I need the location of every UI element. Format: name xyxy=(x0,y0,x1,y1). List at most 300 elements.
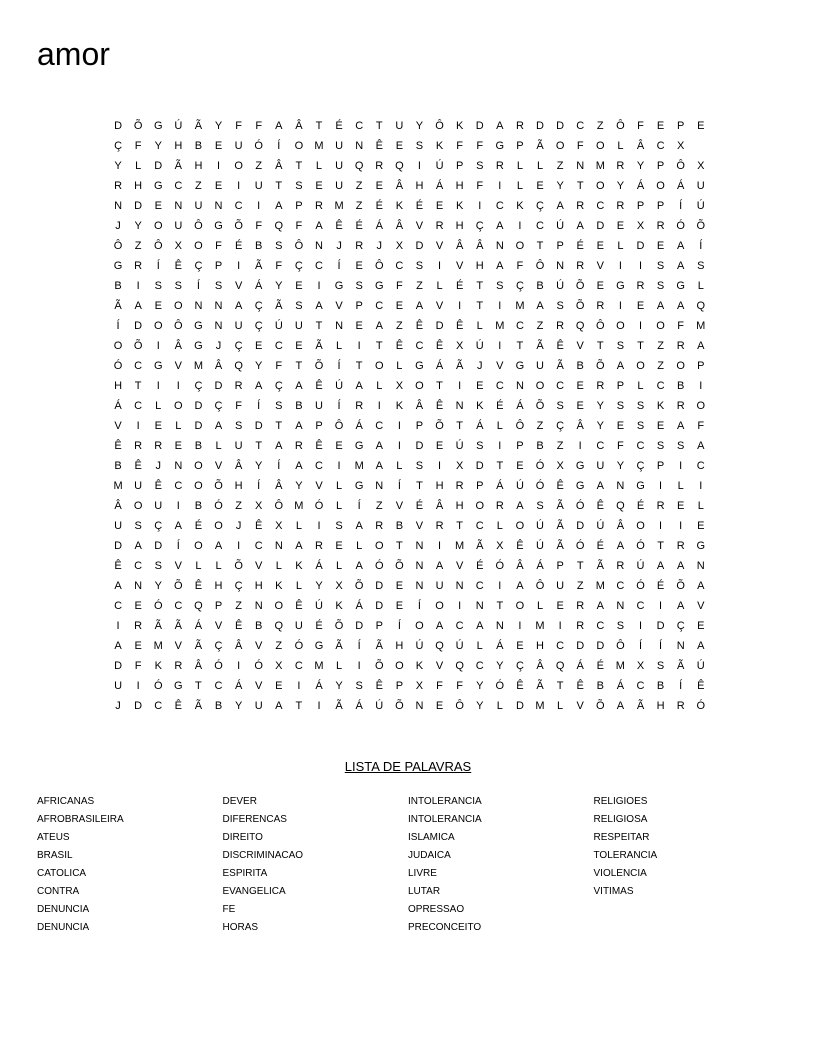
grid-cell: A xyxy=(234,300,243,312)
grid-cell: Ã xyxy=(556,360,564,372)
grid-cell: C xyxy=(154,700,163,712)
grid-cell: X xyxy=(255,500,263,512)
grid-cell: H xyxy=(435,480,444,492)
grid-cell: Ç xyxy=(475,220,484,232)
grid-cell: C xyxy=(415,340,424,352)
grid-cell: T xyxy=(195,680,202,692)
grid-cell: F xyxy=(436,680,443,692)
grid-cell: O xyxy=(194,540,203,552)
grid-cell: Ã xyxy=(174,620,182,632)
grid-cell: D xyxy=(114,120,123,132)
grid-cell: H xyxy=(214,580,223,592)
grid-cell: I xyxy=(317,520,321,532)
grid-cell: C xyxy=(375,420,384,432)
grid-cell: L xyxy=(496,420,503,432)
grid-cell: Õ xyxy=(575,280,585,292)
grid-cell: L xyxy=(376,380,383,392)
grid-cell: A xyxy=(415,300,424,312)
grid-cell: Â xyxy=(435,500,444,512)
grid-row xyxy=(108,136,711,156)
grid-cell: Ú xyxy=(475,340,484,352)
word-list-item: DIFERENCAS xyxy=(222,814,287,825)
grid-cell: I xyxy=(156,380,160,392)
grid-cell: K xyxy=(455,120,464,132)
grid-cell: A xyxy=(174,520,182,532)
grid-row xyxy=(108,296,711,316)
word-list-item: VITIMAS xyxy=(593,886,634,897)
grid-cell: D xyxy=(134,320,143,332)
grid-cell: N xyxy=(375,480,384,492)
grid-cell: P xyxy=(476,480,484,492)
grid-cell: H xyxy=(254,580,263,592)
grid-cell: J xyxy=(115,700,121,712)
grid-cell: Ô xyxy=(334,420,344,432)
grid-cell: Õ xyxy=(395,700,404,712)
grid-cell: O xyxy=(174,300,183,312)
grid-cell: O xyxy=(596,180,605,192)
grid-cell: C xyxy=(556,640,565,652)
grid-cell: R xyxy=(134,260,143,272)
grid-cell: S xyxy=(677,440,685,452)
grid-cell: A xyxy=(596,480,604,492)
grid-cell: Ê xyxy=(335,220,343,232)
grid-cell: R xyxy=(154,440,163,452)
grid-cell: E xyxy=(435,440,444,452)
grid-cell: E xyxy=(636,300,645,312)
grid-cell: Ã xyxy=(375,640,383,652)
grid-cell: A xyxy=(375,460,383,472)
word-list-item: INTOLERANCIA xyxy=(408,814,482,825)
grid-cell: Ê xyxy=(596,500,604,512)
grid-cell: Õ xyxy=(596,700,605,712)
grid-row xyxy=(108,556,711,576)
grid-cell: E xyxy=(395,140,404,152)
grid-cell: R xyxy=(355,240,364,252)
word-list-item: LUTAR xyxy=(408,886,441,897)
grid-cell: E xyxy=(435,200,444,212)
grid-cell: Z xyxy=(134,240,142,252)
grid-cell: S xyxy=(154,280,162,292)
grid-cell: C xyxy=(495,200,504,212)
grid-cell: P xyxy=(556,240,564,252)
grid-cell: V xyxy=(234,280,243,292)
grid-cell: Ó xyxy=(214,660,223,672)
letter-grid xyxy=(108,116,711,716)
grid-cell: E xyxy=(395,580,404,592)
grid-cell: Ú xyxy=(315,600,323,612)
grid-cell: Y xyxy=(295,480,303,492)
grid-cell: É xyxy=(375,200,383,212)
word-list-item: DIREITO xyxy=(222,832,263,843)
grid-cell: F xyxy=(637,120,644,132)
grid-cell: Á xyxy=(516,400,524,412)
grid-cell: L xyxy=(356,540,363,552)
grid-cell: D xyxy=(576,640,585,652)
grid-cell: R xyxy=(134,440,143,452)
grid-cell: A xyxy=(677,240,685,252)
grid-cell: E xyxy=(697,620,705,632)
grid-cell: Ó xyxy=(696,700,706,712)
grid-cell: O xyxy=(616,320,625,332)
grid-cell: S xyxy=(355,680,363,692)
grid-cell: G xyxy=(374,280,384,292)
grid-cell: Â xyxy=(616,520,625,532)
grid-cell: Q xyxy=(354,160,364,172)
grid-cell: Á xyxy=(496,640,504,652)
grid-cell: R xyxy=(375,160,384,172)
grid-cell: V xyxy=(114,420,122,432)
grid-cell: L xyxy=(697,280,704,292)
grid-cell: A xyxy=(214,540,223,552)
grid-cell: A xyxy=(275,440,283,452)
grid-cell: I xyxy=(699,380,703,392)
grid-cell: D xyxy=(556,120,565,132)
grid-cell: K xyxy=(275,580,283,592)
grid-cell: R xyxy=(596,380,605,392)
grid-cell: Í xyxy=(357,640,361,652)
grid-cell: É xyxy=(596,660,604,672)
grid-cell: T xyxy=(637,340,644,352)
grid-cell: Ç xyxy=(114,140,123,152)
grid-cell: Y xyxy=(616,180,625,192)
grid-cell: R xyxy=(174,660,183,672)
grid-cell: Ú xyxy=(596,520,605,532)
grid-cell: F xyxy=(456,680,463,692)
grid-cell: Í xyxy=(337,360,341,372)
grid-cell: N xyxy=(495,240,504,252)
grid-row xyxy=(108,596,711,616)
grid-cell: Ô xyxy=(174,320,183,332)
word-list-column xyxy=(408,793,594,937)
grid-cell: M xyxy=(595,580,605,592)
grid-cell: V xyxy=(395,500,404,512)
grid-cell: É xyxy=(415,200,424,212)
grid-cell: V xyxy=(415,520,424,532)
grid-cell: S xyxy=(295,300,303,312)
grid-cell: S xyxy=(275,240,283,252)
grid-cell: P xyxy=(636,200,645,212)
grid-cell: Ê xyxy=(576,680,584,692)
grid-cell: M xyxy=(294,500,304,512)
grid-cell: U xyxy=(335,180,344,192)
grid-cell: Ú xyxy=(536,520,544,532)
grid-cell: Z xyxy=(536,320,544,332)
grid-cell: C xyxy=(315,460,323,472)
grid-cell: T xyxy=(315,320,323,332)
grid-cell: E xyxy=(154,420,162,432)
grid-cell: Ô xyxy=(113,240,123,252)
grid-cell: F xyxy=(255,120,263,132)
grid-cell: N xyxy=(174,200,183,212)
grid-cell: Í xyxy=(397,480,401,492)
grid-cell: T xyxy=(295,160,303,172)
grid-cell: U xyxy=(234,320,243,332)
grid-cell: Ô xyxy=(153,240,163,252)
grid-cell: C xyxy=(375,300,384,312)
grid-cell: L xyxy=(617,240,624,252)
grid-cell: Â xyxy=(295,120,303,132)
grid-row xyxy=(108,656,711,676)
grid-cell: P xyxy=(677,120,685,132)
grid-cell: Á xyxy=(315,680,323,692)
grid-cell: C xyxy=(656,380,665,392)
grid-cell: Ç xyxy=(515,280,524,292)
grid-cell: I xyxy=(237,540,241,552)
grid-cell: A xyxy=(295,380,303,392)
grid-cell: Ú xyxy=(696,200,705,212)
grid-cell: L xyxy=(336,660,343,672)
grid-cell: I xyxy=(136,680,140,692)
grid-cell: S xyxy=(496,280,504,292)
grid-cell: A xyxy=(315,220,323,232)
grid-cell: E xyxy=(395,300,404,312)
grid-cell: Ã xyxy=(455,360,464,372)
grid-cell: B xyxy=(114,460,122,472)
grid-cell: O xyxy=(636,360,645,372)
grid-cell: A xyxy=(295,460,303,472)
grid-cell: H xyxy=(395,640,404,652)
grid-cell: O xyxy=(294,140,304,152)
grid-cell: E xyxy=(435,700,444,712)
grid-cell: C xyxy=(174,600,183,612)
grid-cell: C xyxy=(254,540,263,552)
grid-cell: A xyxy=(697,340,705,352)
grid-cell: O xyxy=(555,140,565,152)
grid-cell: Ó xyxy=(113,360,123,372)
grid-cell: T xyxy=(596,340,604,352)
grid-cell: S xyxy=(556,300,564,312)
grid-row xyxy=(108,236,711,256)
grid-cell: Ú xyxy=(536,540,544,552)
grid-cell: L xyxy=(536,160,544,172)
grid-cell: B xyxy=(295,400,303,412)
grid-cell: Ó xyxy=(535,480,545,492)
grid-cell: Õ xyxy=(234,560,243,572)
grid-cell: T xyxy=(315,120,323,132)
grid-cell: Y xyxy=(255,360,263,372)
grid-cell: É xyxy=(415,500,424,512)
grid-cell: Y xyxy=(636,160,645,172)
grid-cell: Ó xyxy=(636,540,645,552)
grid-cell: T xyxy=(516,340,524,352)
grid-cell: Ê xyxy=(174,700,182,712)
grid-cell: C xyxy=(214,680,223,692)
grid-cell: Ã xyxy=(315,340,323,352)
grid-cell: X xyxy=(415,680,424,692)
grid-cell: Ô xyxy=(274,500,284,512)
grid-cell: Z xyxy=(195,180,202,192)
grid-cell: Ú xyxy=(435,160,444,172)
grid-cell: O xyxy=(676,360,685,372)
grid-cell: Ã xyxy=(275,300,283,312)
grid-cell: F xyxy=(697,420,705,432)
grid-cell: I xyxy=(216,160,221,172)
grid-cell: Ç xyxy=(154,520,163,532)
grid-cell: G xyxy=(354,480,364,492)
word-list-item: CONTRA xyxy=(37,886,80,897)
grid-cell: Ã xyxy=(677,660,685,672)
grid-cell: U xyxy=(234,140,243,152)
grid-row xyxy=(108,196,711,216)
grid-cell: Ç xyxy=(234,580,243,592)
grid-cell: U xyxy=(254,180,263,192)
grid-cell: H xyxy=(174,140,183,152)
grid-cell: Ú xyxy=(455,640,464,652)
grid-cell: Ó xyxy=(314,500,324,512)
grid-cell: I xyxy=(317,280,321,292)
grid-row xyxy=(108,276,711,296)
grid-cell: A xyxy=(596,600,604,612)
grid-cell: Z xyxy=(355,200,363,212)
grid-cell: Z xyxy=(596,120,604,132)
grid-cell: Í xyxy=(277,460,281,472)
grid-cell: I xyxy=(176,500,180,512)
grid-cell: I xyxy=(498,340,502,352)
grid-row xyxy=(108,316,711,336)
grid-cell: A xyxy=(375,320,383,332)
grid-cell: M xyxy=(153,640,163,652)
grid-cell: R xyxy=(576,260,585,272)
grid-cell: S xyxy=(295,180,303,192)
grid-cell: N xyxy=(134,580,143,592)
grid-cell: Ê xyxy=(455,320,464,332)
grid-cell: N xyxy=(455,580,464,592)
grid-cell: Â xyxy=(114,500,122,512)
grid-cell: A xyxy=(496,260,504,272)
grid-cell: Ô xyxy=(535,580,545,592)
grid-cell: Ç xyxy=(556,420,565,432)
grid-cell: L xyxy=(315,160,323,172)
grid-cell: E xyxy=(315,180,323,192)
grid-cell: U xyxy=(134,480,143,492)
grid-cell: S xyxy=(476,160,484,172)
grid-cell: C xyxy=(315,260,323,272)
grid-cell: V xyxy=(335,300,343,312)
grid-cell: Z xyxy=(576,580,584,592)
grid-cell: L xyxy=(496,520,503,532)
grid-cell: I xyxy=(257,200,261,212)
grid-cell: I xyxy=(458,300,462,312)
grid-cell: E xyxy=(616,220,625,232)
grid-cell: Ô xyxy=(535,260,545,272)
grid-row xyxy=(108,536,711,556)
word-list-item: INTOLERANCIA xyxy=(408,796,482,807)
grid-cell: P xyxy=(656,160,665,172)
grid-cell: S xyxy=(134,520,142,532)
grid-cell: Q xyxy=(194,600,203,612)
grid-cell: F xyxy=(134,660,142,672)
word-list-column xyxy=(37,793,223,937)
grid-cell: U xyxy=(174,220,183,232)
grid-cell: Ô xyxy=(435,120,444,132)
grid-cell: O xyxy=(596,140,605,152)
grid-cell: Y xyxy=(415,120,424,132)
word-list-item: JUDAICA xyxy=(408,850,451,861)
grid-cell: R xyxy=(676,540,685,552)
grid-cell: I xyxy=(357,660,361,672)
grid-cell: I xyxy=(618,300,622,312)
grid-cell: É xyxy=(596,540,604,552)
grid-cell: C xyxy=(455,620,464,632)
grid-cell: I xyxy=(498,580,502,592)
grid-cell: C xyxy=(114,600,123,612)
grid-cell: Á xyxy=(234,680,243,692)
grid-cell: L xyxy=(295,520,302,532)
grid-row xyxy=(108,176,711,196)
grid-cell: Y xyxy=(234,700,243,712)
grid-cell: D xyxy=(636,240,645,252)
grid-cell: Ô xyxy=(596,320,605,332)
grid-cell: T xyxy=(355,360,363,372)
grid-cell: T xyxy=(375,120,383,132)
grid-cell: C xyxy=(174,180,183,192)
grid-cell: N xyxy=(214,200,223,212)
grid-cell: I xyxy=(237,660,241,672)
grid-cell: D xyxy=(194,420,203,432)
grid-cell: H xyxy=(114,380,123,392)
grid-cell: F xyxy=(134,140,142,152)
grid-cell: S xyxy=(616,340,625,352)
grid-cell: R xyxy=(596,300,605,312)
grid-cell: Â xyxy=(275,480,283,492)
grid-cell: A xyxy=(697,640,705,652)
grid-cell: Õ xyxy=(395,560,404,572)
grid-cell: O xyxy=(113,340,123,352)
grid-cell: G xyxy=(575,460,585,472)
grid-cell: Õ xyxy=(174,580,183,592)
grid-cell: P xyxy=(656,200,665,212)
grid-cell: Â xyxy=(395,220,404,232)
grid-cell: J xyxy=(215,340,222,352)
grid-cell: L xyxy=(536,600,544,612)
grid-cell: Y xyxy=(476,700,484,712)
word-list-item: FE xyxy=(222,904,236,915)
grid-cell: V xyxy=(255,560,263,572)
grid-cell: K xyxy=(455,200,464,212)
grid-cell: C xyxy=(475,520,484,532)
grid-cell: A xyxy=(355,380,363,392)
word-list-item: ATEUS xyxy=(37,832,70,843)
grid-cell: E xyxy=(656,240,665,252)
grid-cell: S xyxy=(355,280,363,292)
grid-cell: L xyxy=(215,440,222,452)
grid-cell: B xyxy=(536,280,544,292)
grid-cell: C xyxy=(616,580,625,592)
grid-cell: R xyxy=(616,160,625,172)
grid-cell: C xyxy=(596,440,605,452)
grid-cell: X xyxy=(395,380,404,392)
grid-cell: Á xyxy=(315,560,323,572)
grid-cell: E xyxy=(154,300,162,312)
grid-cell: P xyxy=(455,160,464,172)
grid-cell: S xyxy=(275,400,283,412)
grid-cell: N xyxy=(556,260,565,272)
grid-cell: R xyxy=(636,280,645,292)
grid-cell: T xyxy=(496,460,504,472)
grid-cell: Í xyxy=(116,320,120,332)
grid-cell: M xyxy=(113,480,123,492)
grid-cell: I xyxy=(679,520,683,532)
grid-cell: Q xyxy=(555,660,565,672)
grid-cell: Â xyxy=(395,180,404,192)
grid-cell: Z xyxy=(657,340,664,352)
grid-row xyxy=(108,336,711,356)
word-list-item: OPRESSAO xyxy=(408,904,465,915)
grid-cell: B xyxy=(194,140,203,152)
grid-cell: O xyxy=(395,660,404,672)
grid-cell: L xyxy=(336,560,343,572)
grid-cell: E xyxy=(134,600,142,612)
